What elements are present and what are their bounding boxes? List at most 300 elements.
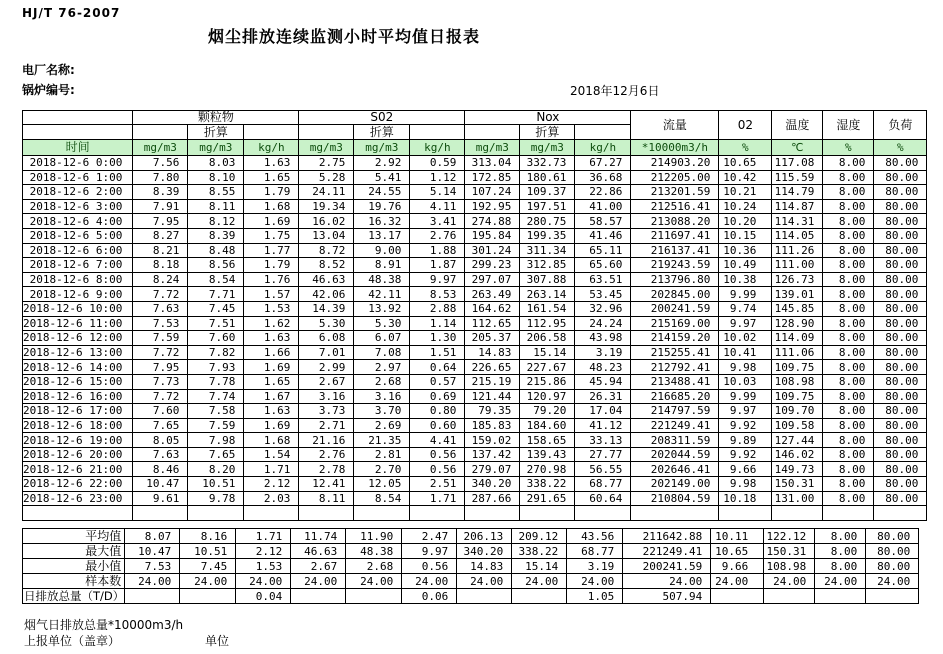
value-cell: 7.63 [133, 447, 188, 462]
value-cell: 19.34 [299, 199, 354, 214]
value-cell: 10.49 [719, 258, 772, 273]
value-cell: 7.63 [133, 301, 188, 316]
value-cell: 121.44 [465, 389, 520, 404]
time-cell: 2018-12-6 5:00 [23, 228, 133, 243]
value-cell: 10.41 [719, 345, 772, 360]
sub-header-spacer [133, 125, 188, 140]
value-cell: 24.00 [764, 574, 815, 589]
value-cell [815, 589, 866, 604]
value-cell: 80.00 [874, 214, 927, 229]
summary-row [23, 559, 919, 574]
value-cell: 8.00 [823, 228, 874, 243]
table-row [23, 418, 927, 433]
value-cell: 200241.59 [623, 559, 711, 574]
summary-row-label: 平均值 [23, 529, 125, 544]
value-cell: 9.99 [719, 389, 772, 404]
value-cell: 313.04 [465, 156, 520, 171]
value-cell: 58.57 [575, 214, 631, 229]
value-cell: 2.69 [354, 418, 410, 433]
time-cell: 2018-12-6 3:00 [23, 199, 133, 214]
value-cell: 80.00 [874, 331, 927, 346]
value-cell: 3.16 [354, 389, 410, 404]
page-title: 烟尘排放连续监测小时平均值日报表 [208, 27, 481, 46]
value-cell: 63.51 [575, 272, 631, 287]
value-cell: 507.94 [623, 589, 711, 604]
value-cell: 24.00 [236, 574, 291, 589]
value-cell: 80.00 [874, 404, 927, 419]
value-cell: 215255.41 [631, 345, 719, 360]
value-cell: 7.59 [133, 331, 188, 346]
value-cell: 24.00 [346, 574, 402, 589]
time-cell: 2018-12-6 11:00 [23, 316, 133, 331]
value-cell: 46.63 [291, 544, 346, 559]
value-cell [512, 589, 567, 604]
value-cell: 2.76 [299, 447, 354, 462]
unit-header: mg/m3 [133, 140, 188, 156]
value-cell: 7.45 [180, 559, 236, 574]
summary-row [23, 529, 919, 544]
table-row [23, 389, 927, 404]
value-cell: 7.98 [188, 433, 244, 448]
value-cell: 0.64 [410, 360, 465, 375]
value-cell: 0.69 [410, 389, 465, 404]
value-cell: 24.00 [623, 574, 711, 589]
value-cell: 11.90 [346, 529, 402, 544]
value-cell: 9.92 [719, 418, 772, 433]
value-cell: 8.00 [823, 360, 874, 375]
value-cell: 150.31 [764, 544, 815, 559]
value-cell: 111.06 [772, 345, 823, 360]
value-cell: 122.12 [764, 529, 815, 544]
value-cell: 10.65 [711, 544, 764, 559]
value-cell: 2.68 [354, 374, 410, 389]
value-cell: 4.11 [410, 199, 465, 214]
value-cell: 10.15 [719, 228, 772, 243]
value-cell: 8.00 [823, 185, 874, 200]
value-cell: 159.02 [465, 433, 520, 448]
time-cell: 2018-12-6 14:00 [23, 360, 133, 375]
value-cell: 12.41 [299, 477, 354, 492]
column-header: 02 [719, 111, 772, 140]
time-cell: 2018-12-6 22:00 [23, 477, 133, 492]
value-cell: 211697.41 [631, 228, 719, 243]
value-cell: 14.83 [457, 559, 512, 574]
value-cell: 1.79 [244, 258, 299, 273]
value-cell: 211642.88 [623, 529, 711, 544]
value-cell: 13.04 [299, 228, 354, 243]
value-cell: 80.00 [874, 433, 927, 448]
value-cell: 9.98 [719, 477, 772, 492]
value-cell: 212205.00 [631, 170, 719, 185]
value-cell: 213488.41 [631, 374, 719, 389]
value-cell: 0.60 [410, 418, 465, 433]
value-cell: 8.18 [133, 258, 188, 273]
value-cell: 1.71 [244, 462, 299, 477]
value-cell: 17.04 [575, 404, 631, 419]
value-cell: 127.44 [772, 433, 823, 448]
value-cell: 212516.41 [631, 199, 719, 214]
empty-cell [874, 506, 927, 521]
unit-header: % [719, 140, 772, 156]
empty-cell [520, 506, 575, 521]
value-cell: 112.65 [465, 316, 520, 331]
value-cell: 8.20 [188, 462, 244, 477]
value-cell: 332.73 [520, 156, 575, 171]
value-cell: 3.16 [299, 389, 354, 404]
value-cell: 2.92 [354, 156, 410, 171]
value-cell: 297.07 [465, 272, 520, 287]
value-cell: 0.57 [410, 374, 465, 389]
value-cell [346, 589, 402, 604]
value-cell: 215.86 [520, 374, 575, 389]
value-cell: 1.53 [244, 301, 299, 316]
value-cell: 0.04 [236, 589, 291, 604]
value-cell: 10.24 [719, 199, 772, 214]
empty-cell [188, 506, 244, 521]
time-cell: 2018-12-6 4:00 [23, 214, 133, 229]
value-cell: 145.85 [772, 301, 823, 316]
value-cell: 1.88 [410, 243, 465, 258]
value-cell: 221249.41 [631, 418, 719, 433]
value-cell: 1.76 [244, 272, 299, 287]
value-cell: 215169.00 [631, 316, 719, 331]
value-cell: 24.00 [457, 574, 512, 589]
value-cell: 68.77 [567, 544, 623, 559]
value-cell: 307.88 [520, 272, 575, 287]
empty-cell [575, 506, 631, 521]
value-cell: 6.08 [299, 331, 354, 346]
value-cell: 112.95 [520, 316, 575, 331]
table-row [23, 331, 927, 346]
value-cell: 8.00 [823, 156, 874, 171]
value-cell: 36.68 [575, 170, 631, 185]
unit-label: 单位 [205, 634, 230, 648]
value-cell: 199.35 [520, 228, 575, 243]
value-cell [764, 589, 815, 604]
value-cell: 114.31 [772, 214, 823, 229]
value-cell: 1.69 [244, 214, 299, 229]
value-cell: 24.00 [125, 574, 180, 589]
value-cell: 10.47 [125, 544, 180, 559]
value-cell: 42.11 [354, 287, 410, 302]
reporting-unit-label: 上报单位（盖章） [24, 634, 121, 648]
value-cell: 114.05 [772, 228, 823, 243]
unit-header: mg/m3 [465, 140, 520, 156]
time-cell: 2018-12-6 21:00 [23, 462, 133, 477]
time-cell: 2018-12-6 13:00 [23, 345, 133, 360]
value-cell: 10.21 [719, 185, 772, 200]
empty-cell [299, 506, 354, 521]
value-cell: 108.98 [772, 374, 823, 389]
value-cell: 213088.20 [631, 214, 719, 229]
report-date: 2018年12月6日 [570, 84, 660, 98]
value-cell: 8.00 [823, 404, 874, 419]
value-cell: 5.28 [299, 170, 354, 185]
value-cell: 80.00 [874, 345, 927, 360]
value-cell: 208311.59 [631, 433, 719, 448]
value-cell: 8.00 [815, 544, 866, 559]
value-cell: 114.87 [772, 199, 823, 214]
value-cell: 42.06 [299, 287, 354, 302]
table-row [23, 214, 927, 229]
value-cell: 80.00 [874, 185, 927, 200]
value-cell: 128.90 [772, 316, 823, 331]
unit-header: mg/m3 [354, 140, 410, 156]
value-cell: 8.00 [823, 374, 874, 389]
value-cell: 109.70 [772, 404, 823, 419]
value-cell: 9.97 [410, 272, 465, 287]
value-cell: 216685.20 [631, 389, 719, 404]
empty-cell [354, 506, 410, 521]
table-row [23, 345, 927, 360]
value-cell: 8.00 [823, 272, 874, 287]
value-cell: 3.41 [410, 214, 465, 229]
time-cell: 2018-12-6 2:00 [23, 185, 133, 200]
value-cell: 312.85 [520, 258, 575, 273]
value-cell: 1.63 [244, 331, 299, 346]
value-cell: 2.68 [346, 559, 402, 574]
value-cell: 43.98 [575, 331, 631, 346]
value-cell: 8.00 [815, 559, 866, 574]
value-cell: 219243.59 [631, 258, 719, 273]
value-cell: 8.46 [133, 462, 188, 477]
value-cell: 0.80 [410, 404, 465, 419]
unit-header: *10000m3/h [631, 140, 719, 156]
value-cell: 202845.00 [631, 287, 719, 302]
value-cell: 79.35 [465, 404, 520, 419]
value-cell: 80.00 [874, 258, 927, 273]
value-cell: 205.37 [465, 331, 520, 346]
value-cell: 8.00 [823, 462, 874, 477]
value-cell: 263.49 [465, 287, 520, 302]
value-cell: 1.63 [244, 404, 299, 419]
value-cell: 2.12 [236, 544, 291, 559]
empty-cell [410, 506, 465, 521]
value-cell: 80.00 [874, 301, 927, 316]
value-cell: 311.34 [520, 243, 575, 258]
table-row [23, 477, 927, 492]
column-header: 负荷 [874, 111, 927, 140]
value-cell: 184.60 [520, 418, 575, 433]
value-cell: 0.56 [410, 462, 465, 477]
value-cell: 1.51 [410, 345, 465, 360]
converted-sub-header: 折算 [520, 125, 575, 140]
summary-row [23, 544, 919, 559]
value-cell: 1.62 [244, 316, 299, 331]
table-row [23, 447, 927, 462]
empty-cell [719, 506, 772, 521]
value-cell: 149.73 [772, 462, 823, 477]
sub-header-spacer [410, 125, 465, 140]
value-cell: 9.78 [188, 491, 244, 506]
value-cell: 53.45 [575, 287, 631, 302]
value-cell: 10.36 [719, 243, 772, 258]
table-row [23, 301, 927, 316]
sub-header-spacer [575, 125, 631, 140]
value-cell: 7.72 [133, 345, 188, 360]
table-row [23, 272, 927, 287]
time-cell: 2018-12-6 23:00 [23, 491, 133, 506]
value-cell: 45.94 [575, 374, 631, 389]
value-cell: 1.54 [244, 447, 299, 462]
value-cell: 8.00 [823, 389, 874, 404]
value-cell: 8.72 [299, 243, 354, 258]
value-cell: 9.97 [719, 404, 772, 419]
value-cell: 8.05 [133, 433, 188, 448]
value-cell: 48.23 [575, 360, 631, 375]
sub-header-spacer [244, 125, 299, 140]
value-cell: 107.24 [465, 185, 520, 200]
value-cell: 11.74 [291, 529, 346, 544]
value-cell: 6.07 [354, 331, 410, 346]
value-cell: 2.67 [299, 374, 354, 389]
value-cell: 109.75 [772, 389, 823, 404]
boiler-no-label: 锅炉编号: [22, 83, 75, 97]
value-cell: 1.14 [410, 316, 465, 331]
value-cell: 150.31 [772, 477, 823, 492]
value-cell: 8.91 [354, 258, 410, 273]
value-cell: 1.65 [244, 170, 299, 185]
value-cell: 213201.59 [631, 185, 719, 200]
value-cell: 2.47 [402, 529, 457, 544]
value-cell: 202044.59 [631, 447, 719, 462]
value-cell: 10.02 [719, 331, 772, 346]
value-cell: 24.00 [567, 574, 623, 589]
value-cell: 0.56 [402, 559, 457, 574]
value-cell: 2.03 [244, 491, 299, 506]
value-cell: 8.53 [410, 287, 465, 302]
value-cell: 2.97 [354, 360, 410, 375]
value-cell: 1.05 [567, 589, 623, 604]
value-cell: 9.61 [133, 491, 188, 506]
value-cell: 2.67 [291, 559, 346, 574]
value-cell: 7.45 [188, 301, 244, 316]
value-cell: 8.55 [188, 185, 244, 200]
value-cell: 8.03 [188, 156, 244, 171]
summary-row-label: 最大值 [23, 544, 125, 559]
value-cell: 68.77 [575, 477, 631, 492]
value-cell: 10.51 [188, 477, 244, 492]
value-cell: 24.55 [354, 185, 410, 200]
value-cell: 48.38 [354, 272, 410, 287]
empty-cell [823, 506, 874, 521]
table-row [23, 491, 927, 506]
value-cell: 8.00 [823, 214, 874, 229]
value-cell: 10.65 [719, 156, 772, 171]
value-cell: 1.71 [410, 491, 465, 506]
table-row [23, 156, 927, 171]
value-cell: 7.53 [133, 316, 188, 331]
converted-sub-header: 折算 [188, 125, 244, 140]
value-cell: 9.99 [719, 287, 772, 302]
value-cell: 7.56 [133, 156, 188, 171]
value-cell: 10.20 [719, 214, 772, 229]
unit-header: ℃ [772, 140, 823, 156]
value-cell: 4.41 [410, 433, 465, 448]
value-cell: 7.80 [133, 170, 188, 185]
table-row [23, 258, 927, 273]
value-cell: 9.00 [354, 243, 410, 258]
value-cell: 0.56 [410, 447, 465, 462]
value-cell: 2.88 [410, 301, 465, 316]
value-cell: 9.97 [719, 316, 772, 331]
summary-row [23, 574, 919, 589]
value-cell [457, 589, 512, 604]
value-cell: 9.66 [719, 462, 772, 477]
value-cell: 7.01 [299, 345, 354, 360]
value-cell: 16.02 [299, 214, 354, 229]
value-cell: 67.27 [575, 156, 631, 171]
value-cell: 2.71 [299, 418, 354, 433]
value-cell: 287.66 [465, 491, 520, 506]
value-cell: 3.70 [354, 404, 410, 419]
value-cell: 1.68 [244, 199, 299, 214]
value-cell: 1.69 [244, 418, 299, 433]
value-cell: 5.14 [410, 185, 465, 200]
value-cell: 7.59 [188, 418, 244, 433]
table-row [23, 228, 927, 243]
value-cell: 1.53 [236, 559, 291, 574]
value-cell: 3.19 [567, 559, 623, 574]
table-row [23, 404, 927, 419]
value-cell: 227.67 [520, 360, 575, 375]
value-cell: 10.42 [719, 170, 772, 185]
value-cell: 80.00 [874, 462, 927, 477]
summary-row-label: 样本数 [23, 574, 125, 589]
value-cell: 5.30 [354, 316, 410, 331]
value-cell: 80.00 [874, 418, 927, 433]
value-cell: 114.79 [772, 185, 823, 200]
flue-gas-total-note: 烟气日排放总量*10000m3/h [24, 618, 184, 632]
value-cell: 7.65 [188, 447, 244, 462]
value-cell: 9.92 [719, 447, 772, 462]
value-cell: 80.00 [874, 360, 927, 375]
time-header-spacer [23, 125, 133, 140]
value-cell: 24.00 [512, 574, 567, 589]
value-cell: 80.00 [874, 491, 927, 506]
value-cell: 109.75 [772, 360, 823, 375]
value-cell: 27.77 [575, 447, 631, 462]
table-row [23, 462, 927, 477]
value-cell: 24.24 [575, 316, 631, 331]
time-cell: 2018-12-6 1:00 [23, 170, 133, 185]
table-row [23, 360, 927, 375]
value-cell: 2.75 [299, 156, 354, 171]
table-row [23, 316, 927, 331]
column-header: 湿度 [823, 111, 874, 140]
time-cell: 2018-12-6 17:00 [23, 404, 133, 419]
value-cell: 172.85 [465, 170, 520, 185]
value-cell: 301.24 [465, 243, 520, 258]
standard-code: HJ/T 76-2007 [22, 6, 121, 20]
value-cell: 80.00 [874, 374, 927, 389]
value-cell: 1.75 [244, 228, 299, 243]
value-cell [711, 589, 764, 604]
value-cell: 80.00 [866, 544, 919, 559]
value-cell: 1.30 [410, 331, 465, 346]
table-row [23, 433, 927, 448]
empty-cell [23, 506, 133, 521]
value-cell: 197.51 [520, 199, 575, 214]
value-cell: 80.00 [874, 228, 927, 243]
table-row [23, 243, 927, 258]
value-cell: 299.23 [465, 258, 520, 273]
value-cell: 202149.00 [631, 477, 719, 492]
value-cell: 0.59 [410, 156, 465, 171]
value-cell: 7.60 [188, 331, 244, 346]
empty-cell [244, 506, 299, 521]
value-cell: 2.51 [410, 477, 465, 492]
